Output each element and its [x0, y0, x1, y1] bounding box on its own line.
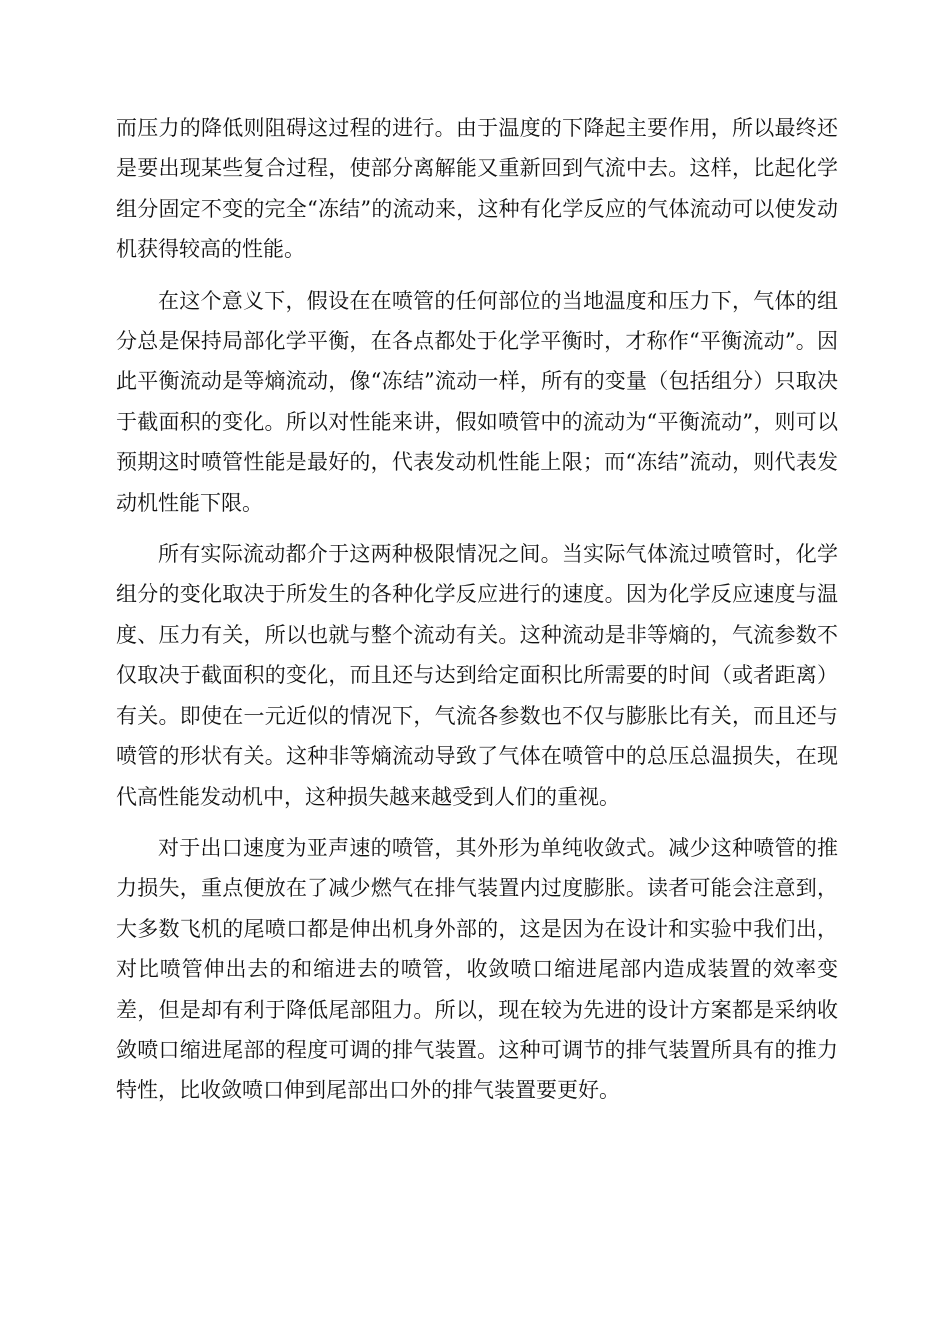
paragraph-2: 在这个意义下，假设在在喷管的任何部位的当地温度和压力下，气体的组分总是保持局部化学平衡，在各点都处于化学平衡时，才称作“平衡流动”。因此平衡流动是等熵流动，像“冻结”流动一样，所有的变量（包括组分）只取决于截面积的变化。所以对性能来讲，假如喷管中的流动为“平衡流动”，则可以预期这时喷管性能是最好的，代表发动机性能上限；而“冻结”流动，则代表发动机性能下限。: [116, 288, 838, 515]
paragraph-4: 对于出口速度为亚声速的喷管，其外形为单纯收敛式。减少这种喷管的推力损失，重点便放在了减少燃气在排气装置内过度膨胀。读者可能会注意到，大多数飞机的尾喷口都是伸出机身外部的，这是因为在设计和实验中我们出，对比喷管伸出去的和缩进去的喷管，收敛喷口缩进尾部内造成装置的效率变差，但是却有利于降低尾部阻力。所以，现在较为先进的设计方案都是采纳收敛喷口缩进尾部的程度可调的排气装置。这种可调节的排气装置所具有的推力特性，比收敛喷口伸到尾部出口外的排气装置要更好。: [116, 835, 838, 1103]
paragraph-3: 所有实际流动都介于这两种极限情况之间。当实际气体流过喷管时，化学组分的变化取决于所发生的各种化学反应进行的速度。因为化学反应速度与温度、压力有关，所以也就与整个流动有关。这种流动是非等熵的，气流参数不仅取决于截面积的变化，而且还与达到给定面积比所需要的时间（或者距离）有关。即使在一元近似的情况下，气流各参数也不仅与膨胀比有关，而且还与喷管的形状有关。这种非等熵流动导致了气体在喷管中的总压总温损失，在现代高性能发动机中，这种损失越来越受到人们的重视。: [116, 542, 838, 809]
body-text: [116, 108, 838, 1111]
paragraph-1: 而压力的降低则阻碍这过程的进行。由于温度的下降起主要作用，所以最终还是要出现某些复合过程，使部分离解能又重新回到气流中去。这样，比起化学组分固定不变的完全“冻结”的流动来，这种有化学反应的气体流动可以使发动机获得较高的性能。: [116, 116, 838, 262]
